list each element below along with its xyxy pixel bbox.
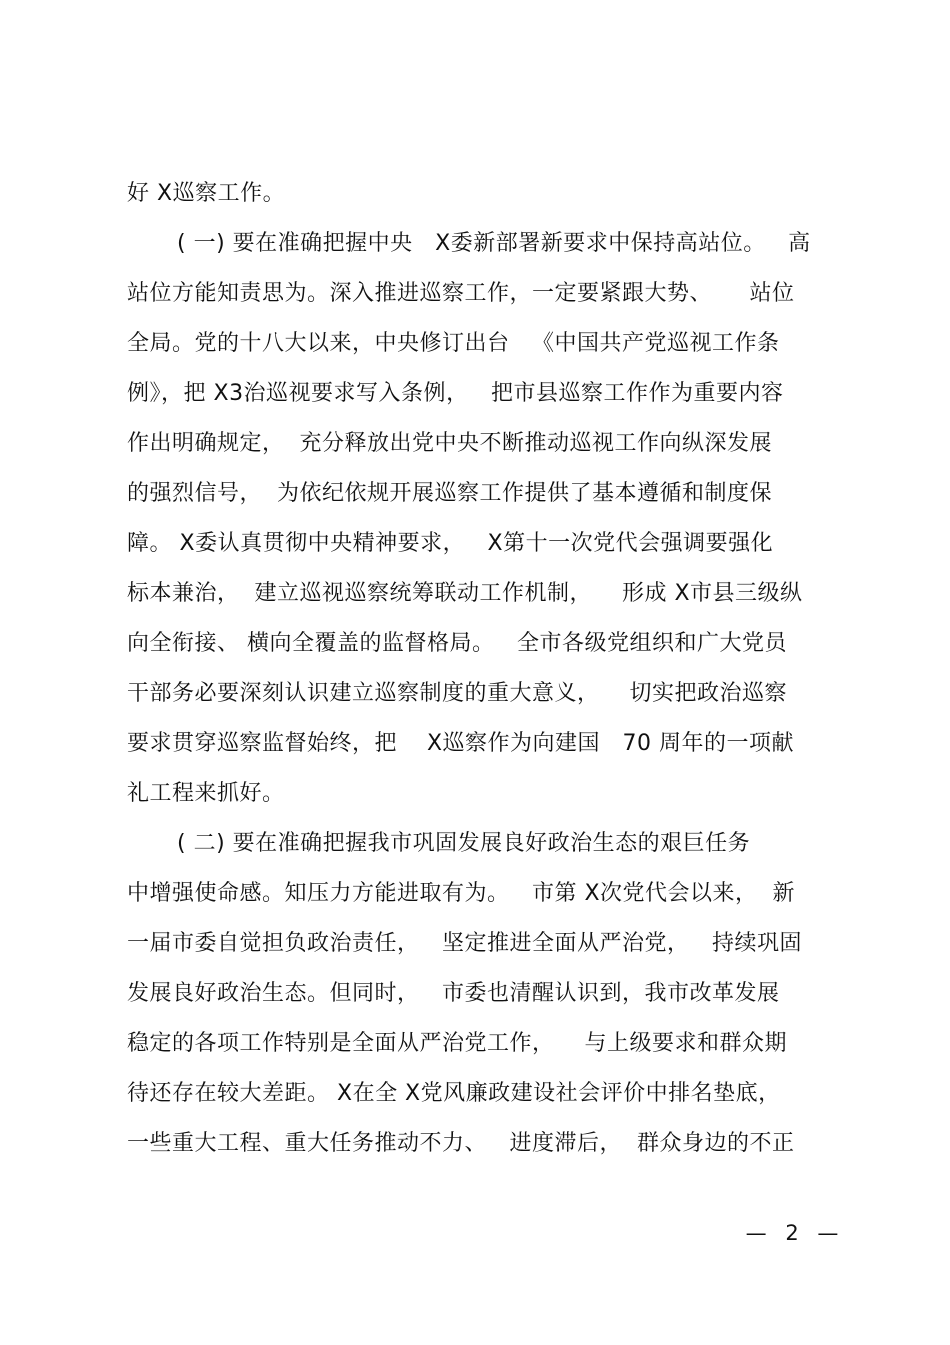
text-line-14: ( 二) 要在准确把握我市巩固发展良好政治生态的艰巨任务 — [177, 831, 751, 856]
text-line-11: 干部务必要深刻认识建立巡察制度的重大意义， 切实把政治巡察 — [127, 681, 787, 706]
text-line-7: 的强烈信号， 为依纪依规开展巡察工作提供了基本遵循和制度保 — [127, 481, 772, 506]
text-line-1: 好 X巡察工作。 — [127, 181, 286, 206]
text-line-6: 作出明确规定， 充分释放出党中央不断推动巡视工作向纵深发展 — [127, 431, 772, 456]
text-line-17: 发展良好政治生态。但同时， 市委也清醒认识到，我市改革发展 — [127, 981, 780, 1006]
text-line-10: 向全衔接、 横向全覆盖的监督格局。 全市各级党组织和广大党员 — [127, 631, 787, 656]
text-line-2: ( 一) 要在准确把握中央 X委新部署新要求中保持高站位。 高 — [177, 231, 811, 256]
text-line-13: 礼工程来抓好。 — [127, 781, 285, 806]
text-line-19: 待还存在较大差距。 X在全 X党风廉政建设社会评价中排名垫底， — [127, 1081, 781, 1106]
text-line-5: 例》，把 X3治巡视要求写入条例， 把市县巡察工作作为重要内容 — [127, 381, 784, 406]
text-line-20: 一些重大工程、重大任务推动不力、 进度滞后， 群众身边的不正 — [127, 1131, 795, 1156]
text-line-8: 障。 X委认真贯彻中央精神要求， X第十一次党代会强调要强化 — [127, 531, 774, 556]
text-line-18: 稳定的各项工作特别是全面从严治党工作， 与上级要求和群众期 — [127, 1031, 787, 1056]
text-line-12: 要求贯穿巡察监督始终，把 X巡察作为向建国 70 周年的一项献 — [127, 731, 795, 756]
text-line-16: 一届市委自觉担负政治责任， 坚定推进全面从严治党， 持续巩固 — [127, 931, 802, 956]
text-line-4: 全局。党的十八大以来，中央修订出台 《中国共产党巡视工作条 — [127, 331, 780, 356]
text-line-9: 标本兼治， 建立巡视巡察统筹联动工作机制， 形成 X市县三级纵 — [127, 581, 803, 606]
text-line-3: 站位方能知责思为。深入推进巡察工作，一定要紧跟大势、 站位 — [127, 281, 795, 306]
text-line-15: 中增强使命感。知压力方能进取有为。 市第 X次党代会以来， 新 — [127, 881, 796, 906]
page-number: — 2 — — [745, 1221, 845, 1245]
